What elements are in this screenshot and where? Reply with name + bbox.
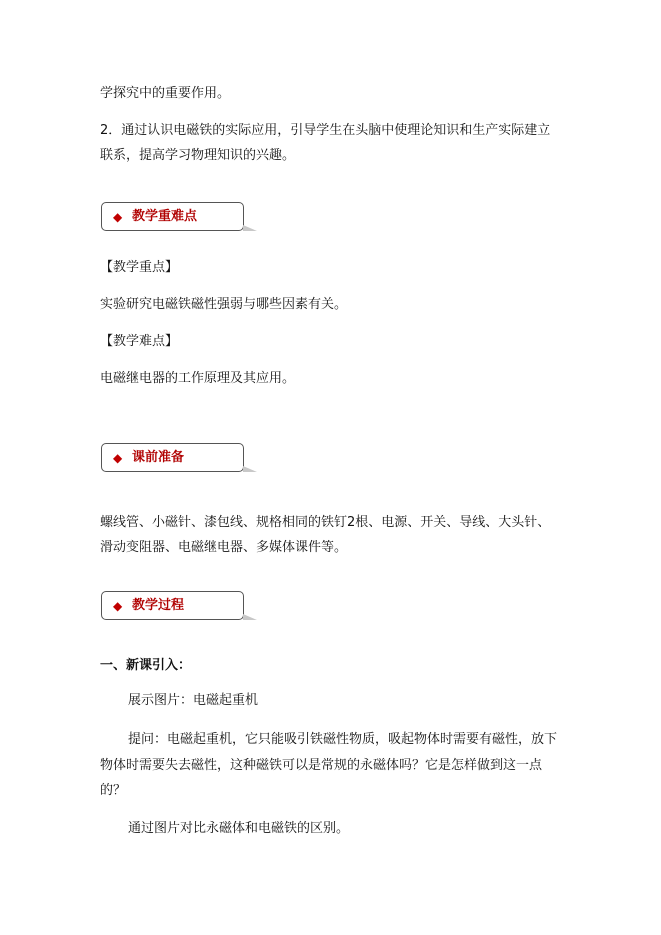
section-title: 教学重难点 (132, 209, 198, 224)
section-header-process (101, 591, 244, 620)
section-title: 课前准备 (132, 450, 185, 465)
difficulty-text: 电磁继电器的工作原理及其应用。 (100, 371, 296, 386)
difficulty-label: 【教学难点】 (100, 334, 179, 349)
paragraph-text: 物体时需要失去磁性，这种磁铁可以是常规的永磁体吗？它是怎样做到这一点 (100, 758, 543, 773)
preparation-text: 滑动变阻器、电磁继电器、多媒体课件等。 (100, 540, 348, 555)
diamond-icon: ◆ (113, 210, 123, 224)
key-point-text: 实验研究电磁铁磁性强弱与哪些因素有关。 (100, 297, 348, 312)
section-header-preparation (101, 443, 244, 472)
subsection-heading: 一、新课引入： (100, 658, 192, 673)
section-title: 教学过程 (132, 598, 185, 613)
box-shadow (243, 614, 257, 620)
key-point-label: 【教学重点】 (100, 260, 179, 275)
box-shadow (243, 466, 257, 472)
paragraph-text: 提问：电磁起重机，它只能吸引铁磁性物质，吸起物体时需要有磁性，放下 (128, 732, 558, 747)
diamond-icon: ◆ (113, 599, 123, 613)
paragraph-text: 的？ (100, 783, 127, 798)
diamond-icon: ◆ (113, 451, 123, 465)
paragraph-text: 2．通过认识电磁铁的实际应用，引导学生在头脑中使理论知识和生产实际建立 (100, 123, 551, 138)
section-header-key-points (101, 202, 244, 231)
paragraph-text: 联系，提高学习物理知识的兴趣。 (100, 148, 296, 163)
paragraph-text: 学探究中的重要作用。 (100, 86, 231, 101)
preparation-text: 螺线管、小磁针、漆包线、规格相同的铁钉2根、电源、开关、导线、大头针、 (100, 515, 551, 530)
box-shadow (243, 225, 257, 231)
paragraph-text: 展示图片：电磁起重机 (128, 693, 259, 708)
paragraph-text: 通过图片对比永磁体和电磁铁的区别。 (128, 821, 350, 836)
